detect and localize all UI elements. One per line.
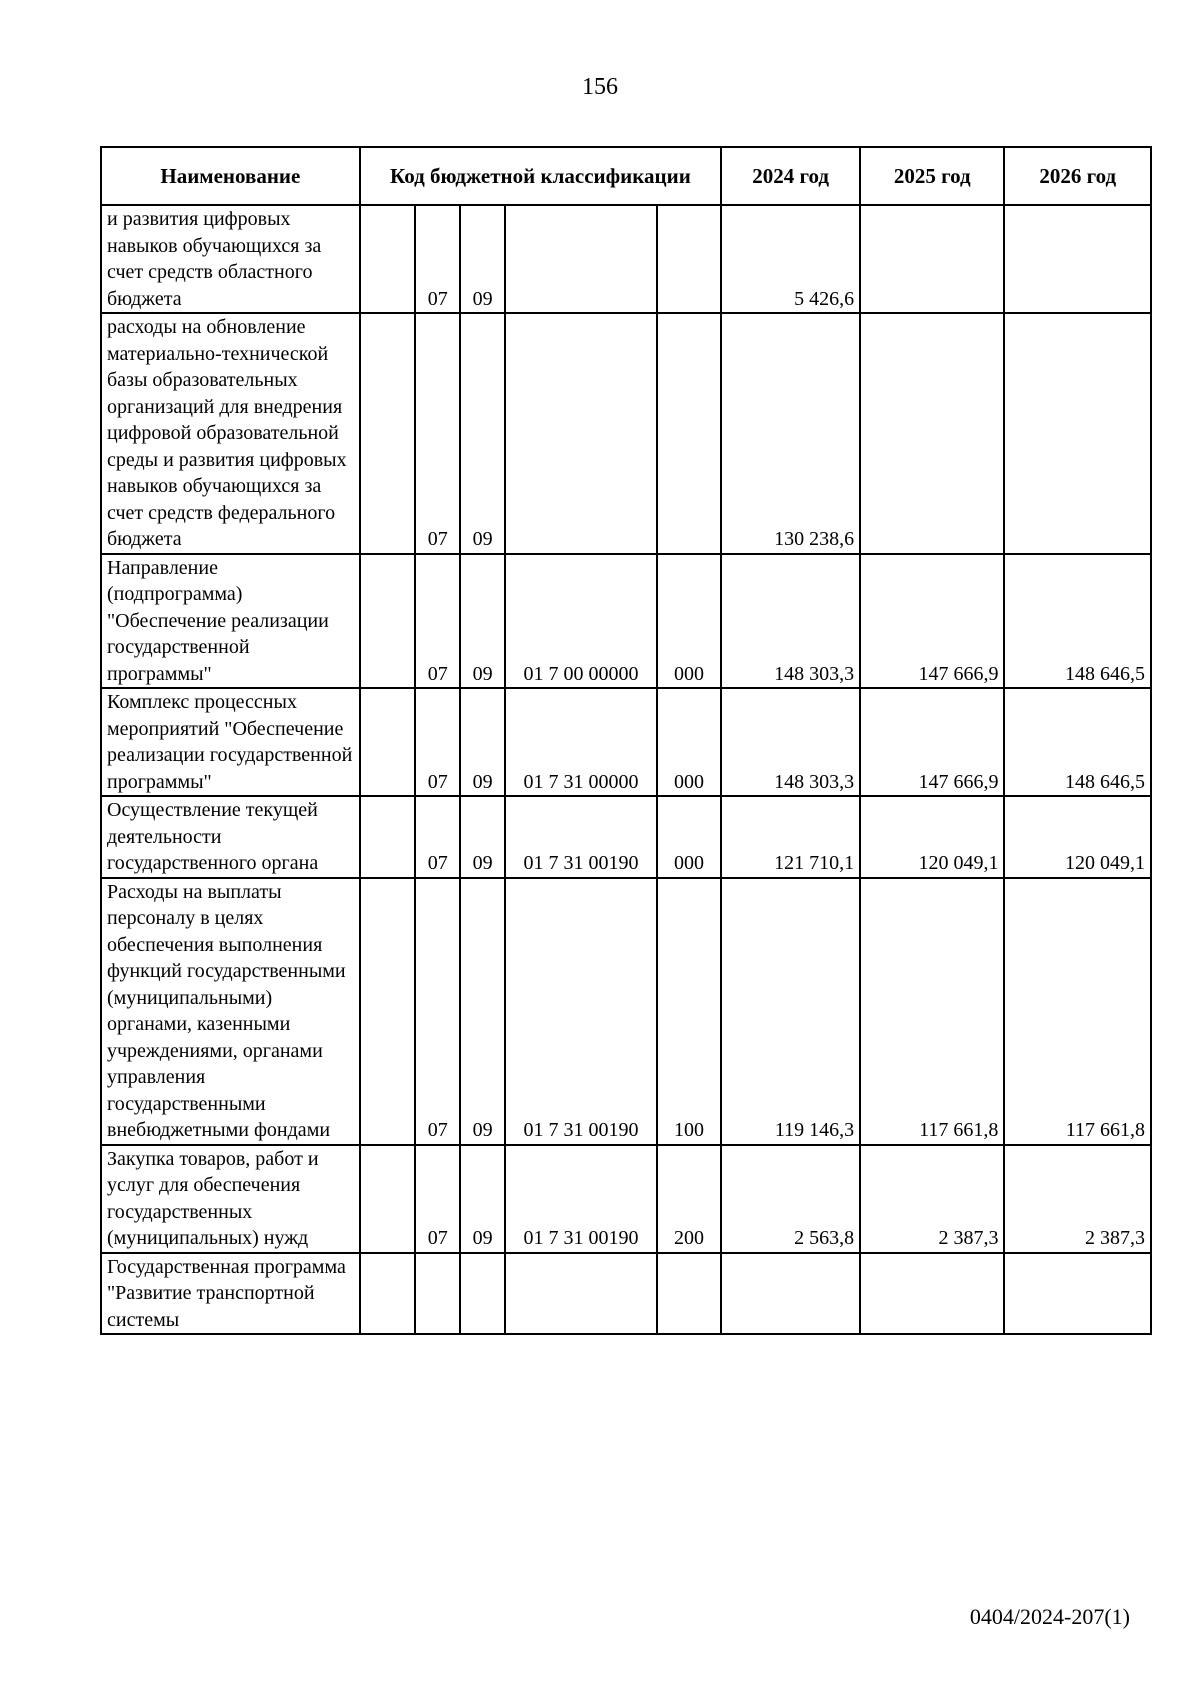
row-name: Осуществление текущей деятельности государственного органа xyxy=(101,796,360,878)
expense-type-code xyxy=(657,205,721,313)
amount-2024 xyxy=(721,1253,860,1335)
table-header-row xyxy=(101,147,1151,205)
section-code: 07 xyxy=(415,688,460,796)
row-name: расходы на обновление материально-технической базы образовательных организаций для внедрения цифровой образовательной среды и развития цифровых навыков обучающихся за счет средств федерального бюджета xyxy=(101,313,360,554)
section-code: 07 xyxy=(415,878,460,1145)
table-row xyxy=(101,1253,1151,1335)
amount-2024: 5 426,6 xyxy=(721,205,860,313)
ministry-code xyxy=(360,878,416,1145)
amount-2025: 147 666,9 xyxy=(860,554,1004,689)
amount-2024: 130 238,6 xyxy=(721,313,860,554)
header-name: Наименование xyxy=(101,147,360,205)
amount-2024: 148 303,3 xyxy=(721,554,860,689)
target-code: 01 7 31 00190 xyxy=(505,1145,657,1253)
expense-type-code: 000 xyxy=(657,688,721,796)
amount-2026: 2 387,3 xyxy=(1004,1145,1151,1253)
ministry-code xyxy=(360,205,416,313)
amount-2025: 120 049,1 xyxy=(860,796,1004,878)
expense-type-code: 000 xyxy=(657,554,721,689)
row-name: Комплекс процессных мероприятий "Обеспечение реализации государственной программы" xyxy=(101,688,360,796)
expense-type-code: 000 xyxy=(657,796,721,878)
subsection-code: 09 xyxy=(460,878,505,1145)
expense-type-code: 200 xyxy=(657,1145,721,1253)
target-code: 01 7 31 00000 xyxy=(505,688,657,796)
amount-2026: 148 646,5 xyxy=(1004,554,1151,689)
page-number: 156 xyxy=(582,74,618,100)
table-row xyxy=(101,313,1151,554)
section-code xyxy=(415,1253,460,1335)
table-row xyxy=(101,878,1151,1145)
target-code xyxy=(505,205,657,313)
table-row xyxy=(101,796,1151,878)
subsection-code xyxy=(460,1253,505,1335)
amount-2025: 117 661,8 xyxy=(860,878,1004,1145)
amount-2024: 119 146,3 xyxy=(721,878,860,1145)
amount-2026 xyxy=(1004,205,1151,313)
amount-2024: 121 710,1 xyxy=(721,796,860,878)
header-2024: 2024 год xyxy=(721,147,860,205)
table-row xyxy=(101,1145,1151,1253)
section-code: 07 xyxy=(415,554,460,689)
ministry-code xyxy=(360,1145,416,1253)
amount-2025: 147 666,9 xyxy=(860,688,1004,796)
table-row xyxy=(101,205,1151,313)
header-code: Код бюджетной классификации xyxy=(360,147,721,205)
section-code: 07 xyxy=(415,1145,460,1253)
ministry-code xyxy=(360,796,416,878)
section-code: 07 xyxy=(415,313,460,554)
subsection-code: 09 xyxy=(460,1145,505,1253)
subsection-code: 09 xyxy=(460,796,505,878)
ministry-code xyxy=(360,688,416,796)
row-name: и развития цифровых навыков обучающихся за счет средств областного бюджета xyxy=(101,205,360,313)
row-name: Расходы на выплаты персоналу в целях обеспечения выполнения функций государственными (муниципальными) органами, казенными учреждениями, органами управления государственными внебюджетными фондами xyxy=(101,878,360,1145)
subsection-code: 09 xyxy=(460,205,505,313)
expense-type-code xyxy=(657,313,721,554)
amount-2026: 148 646,5 xyxy=(1004,688,1151,796)
section-code: 07 xyxy=(415,205,460,313)
ministry-code xyxy=(360,313,416,554)
expense-type-code xyxy=(657,1253,721,1335)
section-code: 07 xyxy=(415,796,460,878)
row-name: Закупка товаров, работ и услуг для обеспечения государственных (муниципальных) нужд xyxy=(101,1145,360,1253)
header-2025: 2025 год xyxy=(860,147,1004,205)
amount-2025 xyxy=(860,313,1004,554)
row-name: Направление (подпрограмма) "Обеспечение реализации государственной программы" xyxy=(101,554,360,689)
ministry-code xyxy=(360,1253,416,1335)
header-2026: 2026 год xyxy=(1004,147,1151,205)
subsection-code: 09 xyxy=(460,688,505,796)
target-code xyxy=(505,313,657,554)
amount-2026 xyxy=(1004,313,1151,554)
table-row xyxy=(101,554,1151,689)
amount-2025: 2 387,3 xyxy=(860,1145,1004,1253)
amount-2026 xyxy=(1004,1253,1151,1335)
budget-table xyxy=(100,146,1152,1335)
row-name: Государственная программа "Развитие транспортной системы xyxy=(101,1253,360,1335)
subsection-code: 09 xyxy=(460,554,505,689)
expense-type-code: 100 xyxy=(657,878,721,1145)
ministry-code xyxy=(360,554,416,689)
table-row xyxy=(101,688,1151,796)
amount-2024: 148 303,3 xyxy=(721,688,860,796)
target-code: 01 7 31 00190 xyxy=(505,796,657,878)
target-code: 01 7 31 00190 xyxy=(505,878,657,1145)
amount-2024: 2 563,8 xyxy=(721,1145,860,1253)
subsection-code: 09 xyxy=(460,313,505,554)
target-code: 01 7 00 00000 xyxy=(505,554,657,689)
amount-2025 xyxy=(860,1253,1004,1335)
document-code: 0404/2024-207(1) xyxy=(969,1604,1130,1629)
amount-2026: 117 661,8 xyxy=(1004,878,1151,1145)
amount-2025 xyxy=(860,205,1004,313)
target-code xyxy=(505,1253,657,1335)
amount-2026: 120 049,1 xyxy=(1004,796,1151,878)
